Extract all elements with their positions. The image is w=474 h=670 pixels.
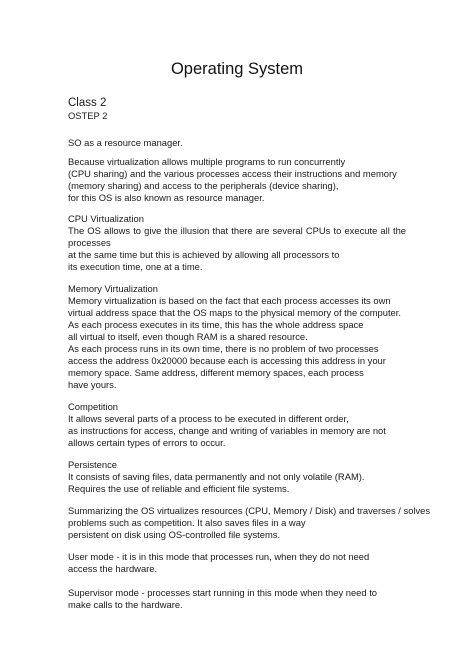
cpu-line: The OS allows to give the illusion that there are several CPUs to execute all the — [68, 225, 406, 236]
virtualization-line: (CPU sharing) and the various processes access their instructions and memory — [68, 168, 397, 179]
memory-line: access the address 0x20000 because each is accessing this address in your — [68, 355, 386, 366]
memory-line: As each process runs in its own time, there is no problem of two processes — [68, 343, 379, 354]
virtualization-line: Because virtualization allows multiple programs to run concurrently — [68, 156, 346, 167]
virtualization-line: (memory sharing) and access to the peripherals (device sharing), — [68, 180, 339, 191]
ostep-label: OSTEP 2 — [68, 110, 108, 121]
summary-line: Summarizing the OS virtualizes resources (CPU, Memory / Disk) and traverses / solves — [68, 505, 431, 516]
memory-heading: Memory Virtualization — [68, 283, 158, 294]
class-heading: Class 2 — [68, 97, 107, 109]
persistence-line: It consists of saving files, data permanently and not only volatile (RAM). — [68, 471, 365, 482]
competition-line: allows certain types of errors to occur. — [68, 437, 226, 448]
cpu-heading: CPU Virtualization — [68, 213, 144, 224]
competition-line: It allows several parts of a process to be executed in different order, — [68, 413, 349, 424]
user-mode-line: User mode - it is in this mode that processes run, when they do not need — [68, 551, 370, 562]
memory-line: have yours. — [68, 379, 117, 390]
cpu-line: at the same time but this is achieved by allowing all processors to — [68, 249, 340, 260]
persistence-line: Requires the use of reliable and efficient file systems. — [68, 483, 290, 494]
competition-heading: Competition — [68, 401, 119, 412]
virtualization-line: for this OS is also known as resource manager. — [68, 192, 265, 203]
summary-line: problems such as competition. It also saves files in a way — [68, 517, 306, 528]
cpu-line: its execution time, one at a time. — [68, 261, 203, 272]
memory-line: memory space. Same address, different memory spaces, each process — [68, 367, 364, 378]
memory-line: As each process executes in its time, this has the whole address space — [68, 319, 364, 330]
intro-line: SO as a resource manager. — [68, 137, 183, 148]
memory-line: Memory virtualization is based on the fact that each process accesses its own — [68, 295, 391, 306]
memory-line: all virtual to itself, even though RAM is a shared resource. — [68, 331, 308, 342]
supervisor-mode-line: make calls to the hardware. — [68, 599, 183, 610]
cpu-line: processes — [68, 237, 111, 248]
competition-line: as instructions for access, change and writing of variables in memory are not — [68, 425, 386, 436]
summary-line: persistent on disk using OS-controlled file systems. — [68, 529, 281, 540]
user-mode-line: access the hardware. — [68, 563, 158, 574]
document-title: Operating System — [170, 60, 304, 78]
supervisor-mode-line: Supervisor mode - processes start running in this mode when they need to — [68, 587, 378, 598]
persistence-heading: Persistence — [68, 459, 117, 470]
memory-line: virtual address space that the OS maps to the physical memory of the computer. — [68, 307, 401, 318]
